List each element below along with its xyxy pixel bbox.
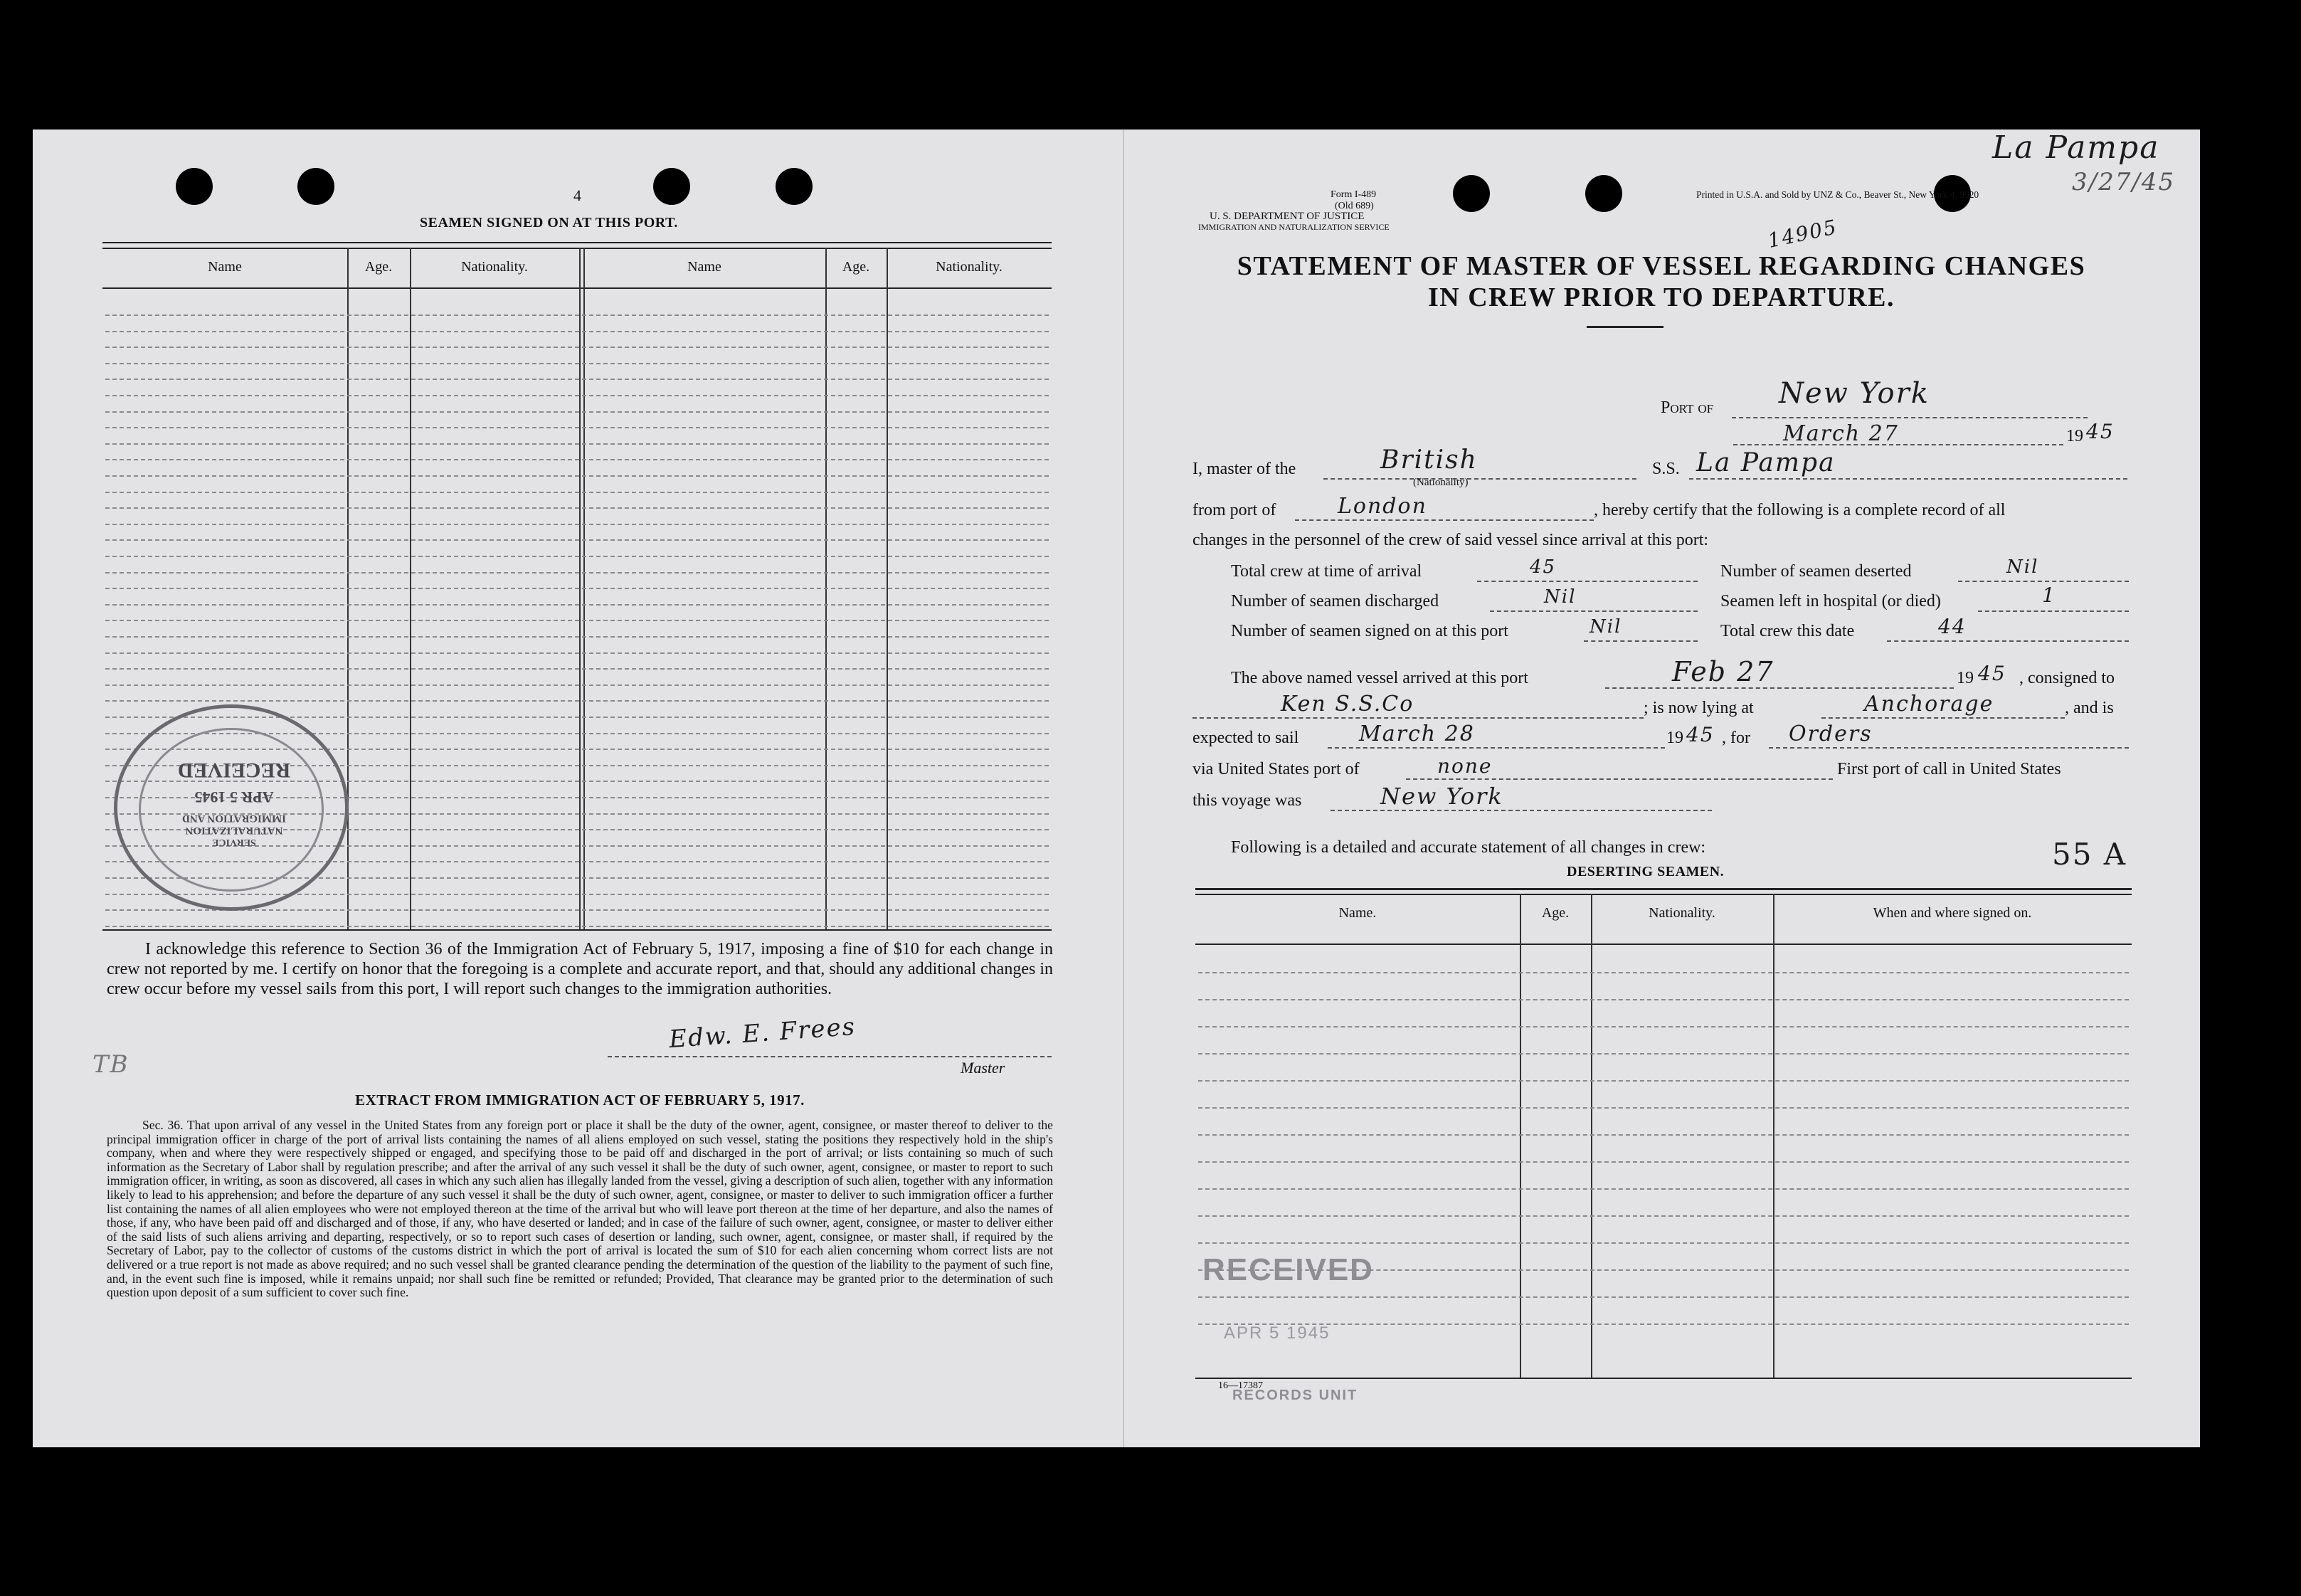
following-text: Following is a detailed and accurate statement of all changes in crew: (1231, 838, 1706, 857)
col-header-nationality: Nationality. (1649, 905, 1715, 921)
nationality-value: British (1380, 445, 1478, 475)
title-line-1: STATEMENT OF MASTER OF VESSEL REGARDING CHANGES (1237, 251, 2086, 281)
table-row (105, 539, 1049, 541)
date-value: March 27 (1783, 421, 1899, 446)
seal-date: APR 5 1945 (194, 788, 274, 806)
table-row (105, 524, 1049, 525)
acknowledgement-text: I acknowledge this reference to Section 36 of the Immigration Act of February 5, 1917, imposing a fine of $10 for each change in crew not reported by me. I certify on honor that the foregoing is a complete and accurate report, and that, should any additional changes in crew occur before my vessel sails from this port, I will report such changes to the immigration authorities. (107, 940, 1053, 998)
table-row (105, 475, 1049, 477)
certify-text: , hereby certify that the following is a complete record of all (1594, 501, 2006, 519)
margin-note: TB (92, 1050, 129, 1079)
master-of-label: I, master of the (1192, 460, 1296, 478)
from-port-line (1295, 519, 1594, 521)
received-stamp: RECEIVED (1202, 1252, 1374, 1287)
table-row (105, 620, 1049, 621)
form-number: Form I-489 (1331, 189, 1377, 200)
handwritten-number: 14905 (1765, 215, 1840, 253)
table-row (1198, 1215, 2129, 1217)
table-row (105, 395, 1049, 396)
table-row (105, 492, 1049, 493)
arrived-year: 45 (1978, 662, 2006, 685)
records-unit-stamp: RECORDS UNIT (1232, 1388, 1358, 1403)
col-header-nationality: Nationality. (936, 259, 1003, 275)
table-row (105, 347, 1049, 348)
table-row (105, 507, 1049, 509)
table-row (1198, 1188, 2129, 1190)
hospital-value: 1 (2042, 583, 2056, 607)
seal-received: RECEIVED (177, 759, 291, 782)
port-line (1732, 417, 2088, 418)
form-title (1181, 250, 2142, 313)
ss-label: S.S. (1652, 460, 1680, 478)
col-header-age: Age. (364, 259, 393, 275)
service: IMMIGRATION AND NATURALIZATION SERVICE (1198, 222, 1390, 232)
sail-year: 45 (1686, 723, 1715, 746)
table-row (1198, 1053, 2129, 1055)
seal-line: SERVICE (212, 837, 256, 847)
table-row (105, 604, 1049, 606)
signed-label: Number of seamen signed on at this port (1231, 622, 1508, 640)
printer-line: Printed in U.S.A. and Sold by UNZ & Co., Beaver St., New York 4, 9920 (1696, 189, 1979, 200)
table-row (105, 572, 1049, 574)
signed-line (1584, 640, 1698, 642)
total-arrival-label: Total crew at time of arrival (1231, 562, 1422, 581)
table-row (1198, 999, 2129, 1000)
annotation-ship-name: La Pampa (1992, 130, 2160, 166)
year-prefix: 19 (2066, 427, 2083, 445)
table-row (1198, 972, 2129, 973)
signed-on-heading: SEAMEN SIGNED ON AT THIS PORT. (420, 215, 678, 231)
nationality-caption: (Nationality) (1413, 477, 1469, 488)
table-row (1198, 1134, 2129, 1136)
hospital-line (1978, 611, 2129, 612)
nationality-line (1323, 478, 1636, 480)
table-row (1198, 1296, 2129, 1298)
discharged-label: Number of seamen discharged (1231, 592, 1439, 611)
arrived-label: The above named vessel arrived at this port (1231, 669, 1528, 687)
signed-value: Nil (1589, 616, 1622, 638)
title-line-2: IN CREW PRIOR TO DEPARTURE. (1427, 282, 1895, 312)
deserted-value: Nil (2006, 556, 2039, 578)
sail-label: expected to sail (1192, 729, 1299, 747)
punch-hole (297, 168, 334, 205)
table-row (1198, 1026, 2129, 1027)
punch-hole (176, 168, 213, 205)
lying-value: Anchorage (1864, 692, 1994, 717)
col-header-nationality: Nationality. (461, 259, 528, 275)
annotation-date: 3/27/45 (2072, 168, 2176, 196)
page-mark: 55 A (2052, 837, 2127, 872)
extract-text: Sec. 36. That upon arrival of any vessel in the United States from any foreign port or place it shall be the duty of the owner, agent, consignee, or master thereof to deliver to the principal immigration officer in charge of the port of arrival lists containing the names of all aliens employed on such vessel, stating the positions they respectively hold in the ship's company, when and where they were respectively shipped or engaged, and specifying those to be paid off and discharged in the port of arrival; or lists containing so much of such information as the Secretary of Labor shall by regulation prescribe; and after the arrival of any such vessel it shall be the duty of such owner, agent, consignee, or master to report to such immigration officer, in writing, as soon as discovered, all cases in which any such alien has illegally landed from the vessel, giving a description of such alien, together with any information likely to lead to his apprehension; and before the departure of any such vessel it shall be the duty of such owner, agent, consignee, or master to deliver to such immigration officer a further list containing the names of all alien employees who were not employed thereon at the time of the arrival but who will leave port thereon at the time of her departure, and also the names of those, if any, who have been paid off and discharged and of those, if any, who have deserted or landed; and in case of the failure of such owner, agent, consignee, or master to deliver either of the said lists of such aliens arriving and departing, respectively, or so to report such cases of desertion or landing, such owner, agent, consignee, or master shall, if required by the Secretary of Labor, pay to the collector of customs of the customs district in which the port of arrival is located the sum of $10 for each alien concerning whom correct lists are not delivered or a true report is not made as above required; and no such vessel shall be granted clearance pending the determination of the question of the liability to the payment of such fine, and, in the event such fine is imposed, while it remains unpaid; nor shall such fine be remitted or refunded; Provided, That clearance may be granted prior to the determination of such question upon deposit of a sum sufficient to cover such fine. (107, 1118, 1053, 1300)
deserting-heading: DESERTING SEAMEN. (1567, 864, 1725, 879)
table-row (1198, 1107, 2129, 1109)
changes-text: changes in the personnel of the crew of said vessel since arrival at this port: (1192, 531, 1709, 549)
voyage-line (1331, 810, 1712, 811)
old-form-number: (Old 689) (1335, 201, 1374, 211)
title-rule (1587, 326, 1663, 328)
table-row (105, 652, 1049, 654)
table-row (105, 411, 1049, 413)
col-header-age: Age. (1541, 905, 1570, 921)
and-is-label: , and is (2065, 699, 2114, 717)
total-arrival-value: 45 (1530, 556, 1557, 578)
table-row (105, 331, 1049, 332)
table-row (1198, 1323, 2129, 1325)
deserting-seamen-table (1195, 888, 2132, 1378)
arrived-line (1605, 687, 1954, 689)
total-date-label: Total crew this date (1720, 622, 1855, 640)
col-header-name: Name (208, 259, 242, 275)
via-line (1406, 778, 1833, 780)
punch-hole (653, 168, 690, 205)
port-value: New York (1779, 377, 1930, 410)
table-row (105, 379, 1049, 380)
voyage-value: New York (1380, 783, 1503, 810)
for-value: Orders (1789, 722, 1873, 746)
master-label: Master (961, 1059, 1005, 1077)
via-label: via United States port of (1192, 760, 1360, 778)
arrived-value: Feb 27 (1672, 656, 1774, 687)
table-row (1198, 1080, 2129, 1082)
punch-hole (776, 168, 813, 205)
extract-title: EXTRACT FROM IMMIGRATION ACT OF FEBRUARY 5, 1917. (355, 1092, 805, 1109)
master-signature: Edw. E. Frees (667, 1012, 857, 1055)
seal-line: IMMIGRATION AND (182, 813, 286, 824)
lying-line (1821, 717, 2065, 719)
discharged-value: Nil (1544, 586, 1577, 608)
sail-year-prefix: 19 (1666, 729, 1683, 747)
lying-label: ; is now lying at (1644, 699, 1754, 717)
total-arrival-line (1477, 581, 1698, 582)
table-row (105, 700, 1049, 702)
col-header-age: Age. (842, 259, 870, 275)
first-port-label: First port of call in United States (1837, 760, 2061, 778)
ship-value: La Pampa (1696, 448, 1836, 477)
table-row (105, 459, 1049, 460)
consignee-line (1192, 717, 1644, 719)
received-date-stamp: APR 5 1945 (1224, 1323, 1331, 1343)
table-row (105, 315, 1049, 316)
total-date-line (1887, 640, 2129, 642)
from-port-value: London (1338, 494, 1427, 519)
received-seal-stamp (114, 704, 349, 911)
punch-hole (1453, 175, 1490, 212)
table-row (105, 427, 1049, 428)
consigned-label: , consigned to (2019, 669, 2115, 687)
table-row (105, 588, 1049, 589)
sail-line (1328, 747, 1665, 749)
table-row (105, 668, 1049, 670)
seal-line: NATURALIZATION (185, 825, 283, 836)
sail-value: March 28 (1359, 722, 1475, 746)
consignee-value: Ken S.S.Co (1281, 692, 1414, 717)
footer-code: 16—17387 (1218, 1380, 1263, 1391)
col-header-signed-on: When and where signed on. (1873, 905, 2032, 921)
year-value: 45 (2086, 420, 2115, 443)
for-label: , for (1722, 729, 1750, 747)
table-row (105, 926, 1049, 927)
table-row (105, 685, 1049, 686)
table-row (105, 636, 1049, 638)
table-row (1198, 1242, 2129, 1244)
deserted-label: Number of seamen deserted (1720, 562, 1912, 581)
arrived-year-prefix: 19 (1957, 669, 1974, 687)
department: U. S. DEPARTMENT OF JUSTICE (1210, 211, 1365, 222)
page-fold (1123, 130, 1124, 1447)
ship-line (1689, 478, 2127, 480)
page-number: 4 (573, 186, 581, 204)
total-date-value: 44 (1938, 615, 1967, 638)
punch-hole (1585, 175, 1622, 212)
voyage-label: this voyage was (1192, 791, 1302, 810)
col-header-name: Name. (1338, 905, 1377, 921)
signature-line (608, 1056, 1052, 1057)
table-row (1198, 1161, 2129, 1163)
port-label: Port of (1661, 398, 1714, 417)
for-line (1769, 747, 2129, 749)
table-row (105, 556, 1049, 557)
via-value: none (1437, 754, 1493, 778)
hospital-label: Seamen left in hospital (or died) (1720, 592, 1941, 611)
deserted-line (1958, 581, 2129, 582)
from-port-label: from port of (1192, 501, 1276, 519)
table-row (105, 443, 1049, 445)
table-row (105, 363, 1049, 364)
col-header-name: Name (687, 259, 721, 275)
discharged-line (1490, 611, 1698, 612)
